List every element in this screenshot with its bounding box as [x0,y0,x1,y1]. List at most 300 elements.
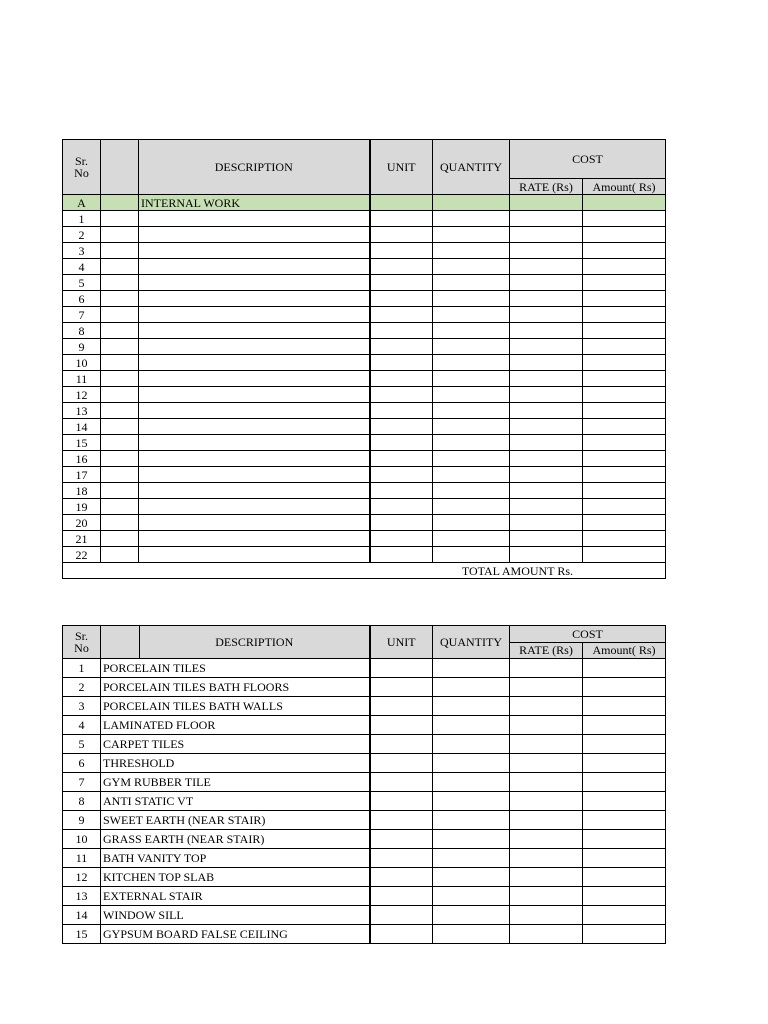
row-rate [510,403,583,419]
row-unit [370,339,433,355]
item-unit [370,906,433,925]
flooring-items-table [62,625,666,944]
item-rate [510,754,583,773]
row-quantity [433,339,510,355]
table-row [63,227,666,243]
table-row [63,275,666,291]
item-amount [583,811,666,830]
rate-header-2: RATE (Rs) [510,642,583,659]
internal-work-table [62,139,666,579]
row-rate [510,307,583,323]
cost-header-2: COST [510,626,666,643]
row-quantity [433,499,510,515]
item-quantity [433,887,510,906]
table-row [63,243,666,259]
item-rate [510,811,583,830]
row-number: 6 [63,291,101,307]
row-quantity [433,467,510,483]
row-description [139,547,370,563]
list-item [63,678,666,697]
row-number: 15 [63,435,101,451]
item-quantity [433,868,510,887]
row-rate [510,467,583,483]
row-description [139,291,370,307]
item-description: LAMINATED FLOOR [101,716,370,735]
list-item [63,887,666,906]
row-rate [510,275,583,291]
row-description [139,515,370,531]
list-item [63,811,666,830]
row-blank [101,291,139,307]
row-rate [510,531,583,547]
item-number: 5 [63,735,101,754]
row-amount [583,339,666,355]
row-rate [510,419,583,435]
item-amount [583,678,666,697]
row-blank [101,323,139,339]
item-amount [583,887,666,906]
row-blank [101,419,139,435]
item-number: 11 [63,849,101,868]
item-quantity [433,906,510,925]
row-blank [101,387,139,403]
list-item [63,735,666,754]
row-rate [510,547,583,563]
quantity-header-2: QUANTITY [433,626,510,659]
row-quantity [433,403,510,419]
amount-header: Amount( Rs) [583,179,666,195]
table-row [63,307,666,323]
row-amount [583,403,666,419]
row-number: 17 [63,467,101,483]
item-unit [370,830,433,849]
row-amount [583,499,666,515]
row-description [139,211,370,227]
item-unit [370,697,433,716]
item-number: 13 [63,887,101,906]
row-number: 1 [63,211,101,227]
row-rate [510,243,583,259]
item-rate [510,830,583,849]
item-number: 4 [63,716,101,735]
row-description [139,371,370,387]
row-number: 3 [63,243,101,259]
item-number: 1 [63,659,101,678]
row-quantity [433,531,510,547]
row-description [139,307,370,323]
row-number: 11 [63,371,101,387]
section-title: INTERNAL WORK [139,195,370,211]
row-blank [101,515,139,531]
row-quantity [433,371,510,387]
row-unit [370,419,433,435]
item-unit [370,754,433,773]
item-number: 15 [63,925,101,944]
table-row [63,547,666,563]
item-description: PORCELAIN TILES BATH FLOORS [101,678,370,697]
row-rate [510,387,583,403]
row-quantity [433,387,510,403]
section-row [63,195,666,211]
row-blank [101,435,139,451]
section-blank [101,195,139,211]
item-rate [510,697,583,716]
table-row [63,291,666,307]
row-quantity [433,419,510,435]
item-number: 12 [63,868,101,887]
unit-header-2: UNIT [370,626,433,659]
row-rate [510,323,583,339]
item-amount [583,906,666,925]
row-number: 9 [63,339,101,355]
section-amount [583,195,666,211]
item-rate [510,716,583,735]
item-rate [510,887,583,906]
section-rate [510,195,583,211]
table-row [63,323,666,339]
item-quantity [433,773,510,792]
row-blank [101,307,139,323]
item-description: BATH VANITY TOP [101,849,370,868]
row-description [139,355,370,371]
row-blank [101,371,139,387]
list-item [63,792,666,811]
row-blank [101,531,139,547]
item-description: SWEET EARTH (NEAR STAIR) [101,811,370,830]
table-row [63,355,666,371]
list-item [63,906,666,925]
row-description [139,531,370,547]
row-rate [510,371,583,387]
item-unit [370,678,433,697]
row-number: 10 [63,355,101,371]
item-amount [583,868,666,887]
quantity-header: QUANTITY [433,140,510,195]
item-amount [583,773,666,792]
row-unit [370,451,433,467]
row-number: 21 [63,531,101,547]
row-amount [583,371,666,387]
item-quantity [433,849,510,868]
item-quantity [433,716,510,735]
row-blank [101,211,139,227]
list-item [63,754,666,773]
row-unit [370,387,433,403]
row-number: 18 [63,483,101,499]
list-item [63,849,666,868]
row-blank [101,355,139,371]
row-unit [370,243,433,259]
list-item [63,716,666,735]
item-amount [583,830,666,849]
list-item [63,925,666,944]
item-description: GRASS EARTH (NEAR STAIR) [101,830,370,849]
row-blank [101,227,139,243]
row-description [139,227,370,243]
row-quantity [433,435,510,451]
item-unit [370,925,433,944]
row-description [139,387,370,403]
item-unit [370,792,433,811]
table-row [63,515,666,531]
item-number: 14 [63,906,101,925]
row-amount [583,387,666,403]
row-rate [510,515,583,531]
table-row [63,419,666,435]
row-description [139,243,370,259]
unit-header: UNIT [370,140,433,195]
list-item [63,773,666,792]
amount-header-2: Amount( Rs) [583,642,666,659]
row-number: 2 [63,227,101,243]
row-number: 7 [63,307,101,323]
row-number: 22 [63,547,101,563]
item-unit [370,868,433,887]
row-rate [510,339,583,355]
item-number: 10 [63,830,101,849]
table-row [63,451,666,467]
item-description: EXTERNAL STAIR [101,887,370,906]
item-amount [583,659,666,678]
row-quantity [433,307,510,323]
row-number: 5 [63,275,101,291]
row-number: 20 [63,515,101,531]
item-quantity [433,735,510,754]
row-rate [510,211,583,227]
row-amount [583,355,666,371]
sr-no-header: Sr. No [63,140,101,195]
item-amount [583,697,666,716]
table-row [63,467,666,483]
item-amount [583,792,666,811]
row-unit [370,307,433,323]
list-item [63,830,666,849]
item-number: 8 [63,792,101,811]
row-quantity [433,355,510,371]
item-amount [583,735,666,754]
row-rate [510,435,583,451]
row-amount [583,483,666,499]
item-description: THRESHOLD [101,754,370,773]
row-unit [370,355,433,371]
row-amount [583,211,666,227]
row-unit [370,435,433,451]
row-quantity [433,243,510,259]
row-description [139,419,370,435]
table-row [63,499,666,515]
row-description [139,323,370,339]
row-rate [510,451,583,467]
row-amount [583,419,666,435]
row-blank [101,403,139,419]
item-rate [510,678,583,697]
row-amount [583,259,666,275]
item-quantity [433,659,510,678]
description-header-2-label: DESCRIPTION [215,635,294,649]
row-unit [370,515,433,531]
item-description: KITCHEN TOP SLAB [101,868,370,887]
item-rate [510,735,583,754]
list-item [63,659,666,678]
section-code: A [63,195,101,211]
row-quantity [433,291,510,307]
item-quantity [433,830,510,849]
row-amount [583,291,666,307]
row-amount [583,515,666,531]
table-row [63,435,666,451]
row-rate [510,227,583,243]
item-unit [370,773,433,792]
list-item [63,868,666,887]
table-row [63,403,666,419]
row-number: 14 [63,419,101,435]
row-unit [370,211,433,227]
row-blank [101,275,139,291]
row-unit [370,483,433,499]
row-description [139,467,370,483]
item-amount [583,716,666,735]
row-unit [370,291,433,307]
row-blank [101,259,139,275]
row-description [139,499,370,515]
row-quantity [433,259,510,275]
item-number: 3 [63,697,101,716]
item-unit [370,716,433,735]
item-quantity [433,678,510,697]
item-rate [510,925,583,944]
item-quantity [433,792,510,811]
sr-no-header-2: Sr. No [63,626,101,659]
item-rate [510,659,583,678]
row-blank [101,483,139,499]
item-number: 2 [63,678,101,697]
row-amount [583,323,666,339]
table-row [63,387,666,403]
row-unit [370,275,433,291]
row-description [139,275,370,291]
table-row [63,483,666,499]
row-description [139,435,370,451]
item-unit [370,887,433,906]
item-unit [370,811,433,830]
row-rate [510,259,583,275]
row-unit [370,371,433,387]
row-quantity [433,211,510,227]
row-unit [370,403,433,419]
item-unit [370,659,433,678]
row-unit [370,499,433,515]
row-unit [370,467,433,483]
row-rate [510,483,583,499]
row-quantity [433,275,510,291]
row-description [139,339,370,355]
row-blank [101,467,139,483]
row-quantity [433,547,510,563]
row-blank [101,451,139,467]
row-amount [583,243,666,259]
row-blank [101,547,139,563]
row-rate [510,499,583,515]
row-number: 16 [63,451,101,467]
row-amount [583,531,666,547]
item-description: WINDOW SILL [101,906,370,925]
row-description [139,259,370,275]
rate-header: RATE (Rs) [510,179,583,195]
cost-header: COST [510,140,666,179]
table-row [63,371,666,387]
item-number: 7 [63,773,101,792]
row-quantity [433,451,510,467]
description-header: DESCRIPTION [139,140,370,195]
table-row [63,259,666,275]
item-quantity [433,697,510,716]
row-unit [370,531,433,547]
row-unit [370,547,433,563]
row-unit [370,227,433,243]
item-description: CARPET TILES [101,735,370,754]
row-number: 12 [63,387,101,403]
row-unit [370,259,433,275]
item-rate [510,792,583,811]
row-quantity [433,483,510,499]
item-description: GYPSUM BOARD FALSE CEILING [101,925,370,944]
row-amount [583,451,666,467]
item-quantity [433,811,510,830]
item-unit [370,735,433,754]
row-rate [510,355,583,371]
row-number: 13 [63,403,101,419]
row-quantity [433,515,510,531]
item-quantity [433,925,510,944]
row-number: 19 [63,499,101,515]
item-number: 6 [63,754,101,773]
item-amount [583,849,666,868]
table-row [63,211,666,227]
row-amount [583,275,666,291]
row-number: 8 [63,323,101,339]
section-quantity [433,195,510,211]
list-item [63,697,666,716]
row-number: 4 [63,259,101,275]
item-amount [583,925,666,944]
item-amount [583,754,666,773]
item-rate [510,849,583,868]
row-amount [583,307,666,323]
row-blank [101,339,139,355]
row-description [139,451,370,467]
row-blank [101,499,139,515]
total-amount-label: TOTAL AMOUNT Rs. [63,563,666,579]
section-unit [370,195,433,211]
row-description [139,403,370,419]
item-rate [510,906,583,925]
description-header-2 [101,626,370,659]
row-amount [583,547,666,563]
row-amount [583,435,666,451]
row-quantity [433,323,510,339]
item-rate [510,773,583,792]
item-number: 9 [63,811,101,830]
item-description: PORCELAIN TILES BATH WALLS [101,697,370,716]
table-row [63,339,666,355]
blank-header [101,140,139,195]
row-rate [510,291,583,307]
row-blank [101,243,139,259]
row-amount [583,227,666,243]
table-row [63,531,666,547]
row-amount [583,467,666,483]
row-quantity [433,227,510,243]
